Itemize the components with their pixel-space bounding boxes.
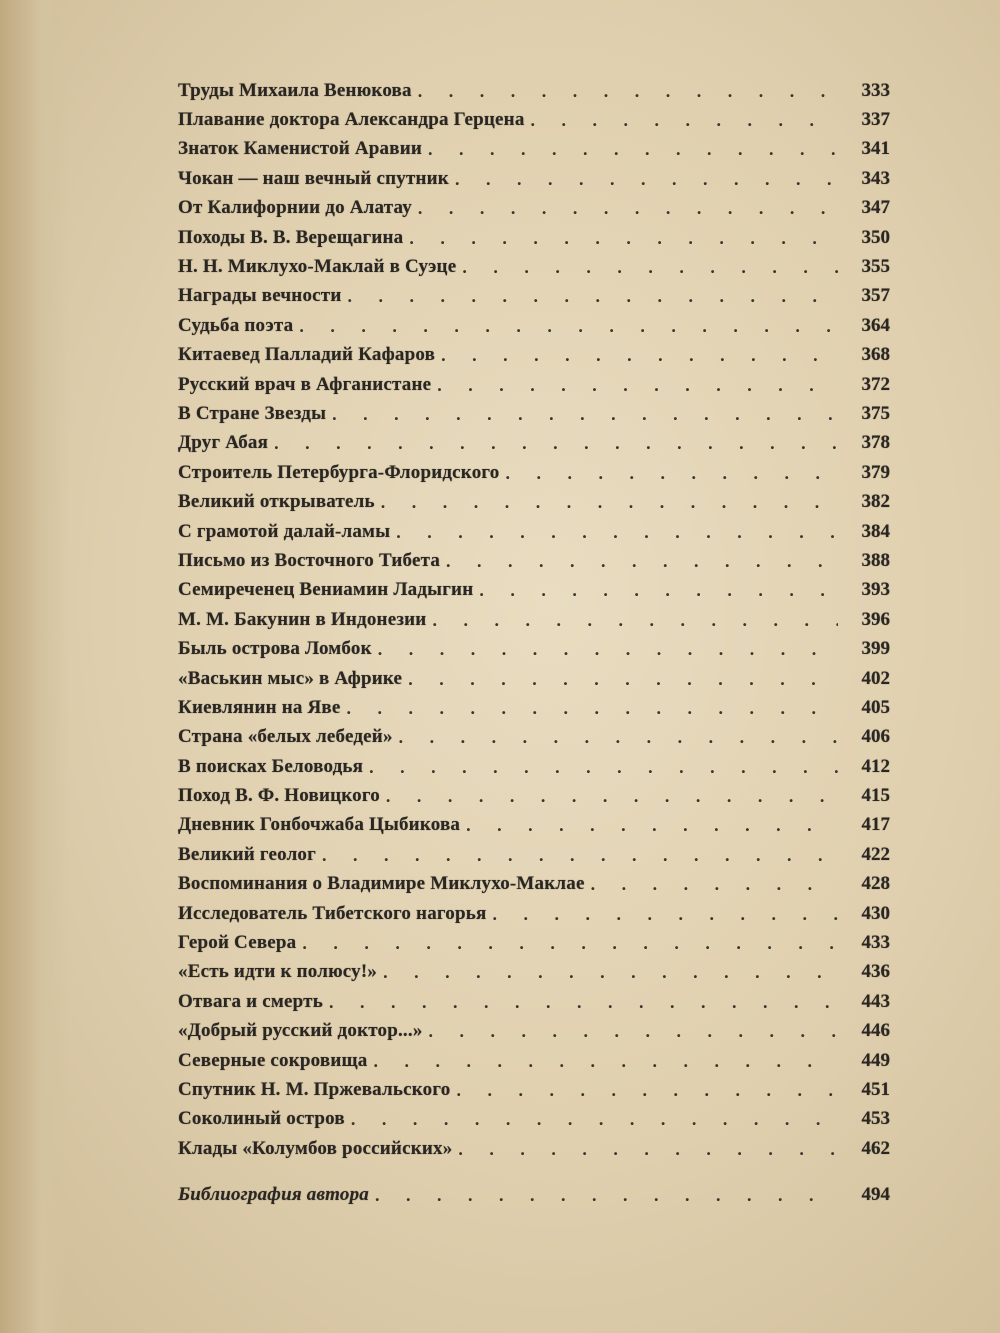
dot-leader [479, 581, 838, 599]
toc-entry-page: 388 [861, 549, 890, 571]
dot-leader [396, 523, 838, 541]
dot-leader [492, 905, 838, 923]
toc-entry [178, 928, 890, 957]
toc-entry-page: 378 [861, 432, 890, 454]
toc-entry [178, 164, 890, 193]
toc-entry-title: Клады «Колумбов российских» [178, 1137, 453, 1159]
toc-entry-page: 446 [861, 1020, 890, 1042]
toc-entry-page: 412 [861, 755, 890, 777]
toc-entry-page: 347 [861, 197, 890, 219]
toc-entry [178, 223, 890, 252]
toc-entry-page: 368 [861, 344, 890, 366]
toc-entry-page: 402 [861, 667, 890, 689]
toc-entry-title: В поисках Беловодья [178, 755, 364, 777]
toc-entry-page: 406 [861, 726, 890, 748]
dot-leader [446, 552, 838, 570]
dot-leader [399, 728, 838, 746]
toc-entry [178, 105, 890, 134]
dot-leader [302, 934, 838, 952]
toc-entry [178, 546, 890, 575]
toc-entry-page: 428 [861, 873, 890, 895]
toc-entry-title: Судьба поэта [178, 314, 294, 336]
dot-leader [418, 82, 838, 100]
toc-entry-title: Отвага и смерть [178, 990, 323, 1012]
toc-entry [178, 781, 890, 810]
dot-leader [441, 346, 838, 364]
dot-leader [466, 816, 838, 834]
toc-entry-page: 372 [861, 373, 890, 395]
bibliography-page: 494 [861, 1184, 890, 1206]
dot-leader [383, 963, 838, 981]
toc-entry [178, 723, 890, 752]
toc-entry-title: Поход В. Ф. Новицкого [178, 785, 380, 807]
dot-leader [332, 405, 838, 423]
toc-entry-title: Друг Абая [178, 432, 269, 454]
toc-entry [178, 341, 890, 370]
toc-entry-title: Знаток Каменистой Аравии [178, 138, 423, 160]
toc-entry-page: 453 [861, 1108, 890, 1130]
toc-entry-title: Дневник Гонбочжаба Цыбикова [178, 814, 461, 836]
toc-entry-page: 405 [861, 696, 890, 718]
dot-leader [456, 1081, 838, 1099]
dot-leader [455, 170, 838, 188]
toc-entry-page: 375 [861, 402, 890, 424]
toc-entry-page: 382 [861, 491, 890, 513]
toc-entry [178, 311, 890, 340]
toc-entry [178, 1017, 890, 1046]
dot-leader [531, 111, 838, 129]
toc-entry [178, 693, 890, 722]
toc-entry-page: 333 [861, 79, 890, 101]
dot-leader [375, 1186, 838, 1204]
dot-leader [347, 699, 838, 717]
toc-entry [178, 76, 890, 105]
toc-entry-title: М. М. Бакунин в Индонезии [178, 608, 427, 630]
dot-leader [437, 376, 838, 394]
toc-entry [178, 458, 890, 487]
dot-leader [418, 199, 838, 217]
toc-entry-title: Соколиный остров [178, 1108, 345, 1130]
toc-entry [178, 429, 890, 458]
toc-entry-page: 451 [861, 1078, 890, 1100]
dot-leader [369, 758, 838, 776]
bibliography-title: Библиография автора [178, 1184, 369, 1206]
toc-entry-title: Страна «белых лебедей» [178, 726, 393, 748]
toc-entry-title: С грамотой далай-ламы [178, 520, 391, 542]
dot-leader [505, 464, 838, 482]
dot-leader [462, 258, 838, 276]
dot-leader [386, 787, 838, 805]
toc-entry-page: 399 [861, 638, 890, 660]
dot-leader [378, 640, 838, 658]
dot-leader [373, 1052, 838, 1070]
toc-entry-page: 350 [861, 226, 890, 248]
toc-entry [178, 605, 890, 634]
toc-entry [178, 576, 890, 605]
toc-entry-page: 337 [861, 109, 890, 131]
toc-entry [178, 282, 890, 311]
toc-entry [178, 987, 890, 1016]
toc-entry-title: «Васькин мыс» в Африке [178, 667, 403, 689]
toc-entry-title: Великий геолог [178, 843, 316, 865]
dot-leader [329, 993, 838, 1011]
dot-leader [347, 287, 838, 305]
toc-entry [178, 752, 890, 781]
toc-entry-page: 384 [861, 520, 890, 542]
toc-entry-page: 462 [861, 1137, 890, 1159]
table-of-contents [178, 76, 890, 1210]
toc-entry-page: 396 [861, 608, 890, 630]
dot-leader [351, 1110, 838, 1128]
toc-entry-page: 341 [861, 138, 890, 160]
dot-leader [408, 670, 838, 688]
toc-entry [178, 370, 890, 399]
toc-entry-page: 393 [861, 579, 890, 601]
toc-entry-title: Семиреченец Вениамин Ладыгин [178, 579, 474, 601]
toc-entry [178, 1105, 890, 1134]
dot-leader [409, 229, 838, 247]
toc-entry-title: Воспоминания о Владимире Миклухо-Маклае [178, 873, 585, 895]
toc-entry [178, 252, 890, 281]
toc-entry-page: 415 [861, 785, 890, 807]
dot-leader [432, 611, 838, 629]
toc-entry [178, 135, 890, 164]
toc-entry-title: Строитель Петербурга-Флоридского [178, 461, 500, 483]
toc-entry-title: Герой Севера [178, 932, 297, 954]
toc-entry-title: Спутник Н. М. Пржевальского [178, 1078, 451, 1100]
toc-entry [178, 1134, 890, 1163]
toc-entry [178, 194, 890, 223]
toc-entry-title: «Есть идти к полюсу!» [178, 961, 378, 983]
dot-leader [428, 140, 838, 158]
dot-leader [381, 493, 838, 511]
toc-entry [178, 840, 890, 869]
toc-entry [178, 958, 890, 987]
toc-entry [178, 870, 890, 899]
toc-entry-page: 355 [861, 256, 890, 278]
toc-entry [178, 1046, 890, 1075]
dot-leader [322, 846, 838, 864]
toc-entry-title: Киевлянин на Яве [178, 696, 341, 718]
toc-entry-title: В Стране Звезды [178, 402, 327, 424]
toc-entry-title: Северные сокровища [178, 1049, 368, 1071]
toc-entry [178, 487, 890, 516]
toc-entry-page: 422 [861, 843, 890, 865]
toc-entry [178, 899, 890, 928]
toc-entry [178, 811, 890, 840]
toc-entry-page: 379 [861, 461, 890, 483]
toc-entry-page: 433 [861, 932, 890, 954]
toc-entry-title: Китаевед Палладий Кафаров [178, 344, 436, 366]
toc-entry-title: Письмо из Восточного Тибета [178, 549, 441, 571]
toc-entry-title: Русский врач в Афганистане [178, 373, 432, 395]
toc-entry-page: 364 [861, 314, 890, 336]
toc-entry-bibliography [178, 1180, 890, 1209]
toc-entry [178, 664, 890, 693]
toc-entry-page: 443 [861, 990, 890, 1012]
dot-leader [274, 434, 838, 452]
toc-entry [178, 517, 890, 546]
toc-entry [178, 1075, 890, 1104]
dot-leader [591, 875, 838, 893]
toc-entry-title: Быль острова Ломбок [178, 638, 372, 660]
toc-entry-title: Труды Михаила Венюкова [178, 79, 412, 101]
toc-entry-title: Награды вечности [178, 285, 342, 307]
dot-leader [299, 317, 838, 335]
toc-entry-title: От Калифорнии до Алатау [178, 197, 412, 219]
toc-entry-title: Исследователь Тибетского нагорья [178, 902, 487, 924]
toc-entry-title: «Добрый русский доктор...» [178, 1020, 423, 1042]
toc-entry [178, 399, 890, 428]
dot-leader [458, 1140, 838, 1158]
toc-entry-page: 343 [861, 167, 890, 189]
toc-entry-title: Плавание доктора Александра Герцена [178, 109, 525, 131]
toc-entry-page: 430 [861, 902, 890, 924]
toc-entry [178, 634, 890, 663]
toc-entry-title: Походы В. В. Верещагина [178, 226, 404, 248]
toc-entry-title: Великий открыватель [178, 491, 375, 513]
toc-entry-title: Чокан — наш вечный спутник [178, 167, 449, 189]
toc-entry-title: Н. Н. Миклухо-Маклай в Суэце [178, 256, 457, 278]
toc-entry-page: 449 [861, 1049, 890, 1071]
toc-entry-page: 357 [861, 285, 890, 307]
toc-entry-page: 417 [861, 814, 890, 836]
toc-entry-page: 436 [861, 961, 890, 983]
dot-leader [429, 1022, 838, 1040]
